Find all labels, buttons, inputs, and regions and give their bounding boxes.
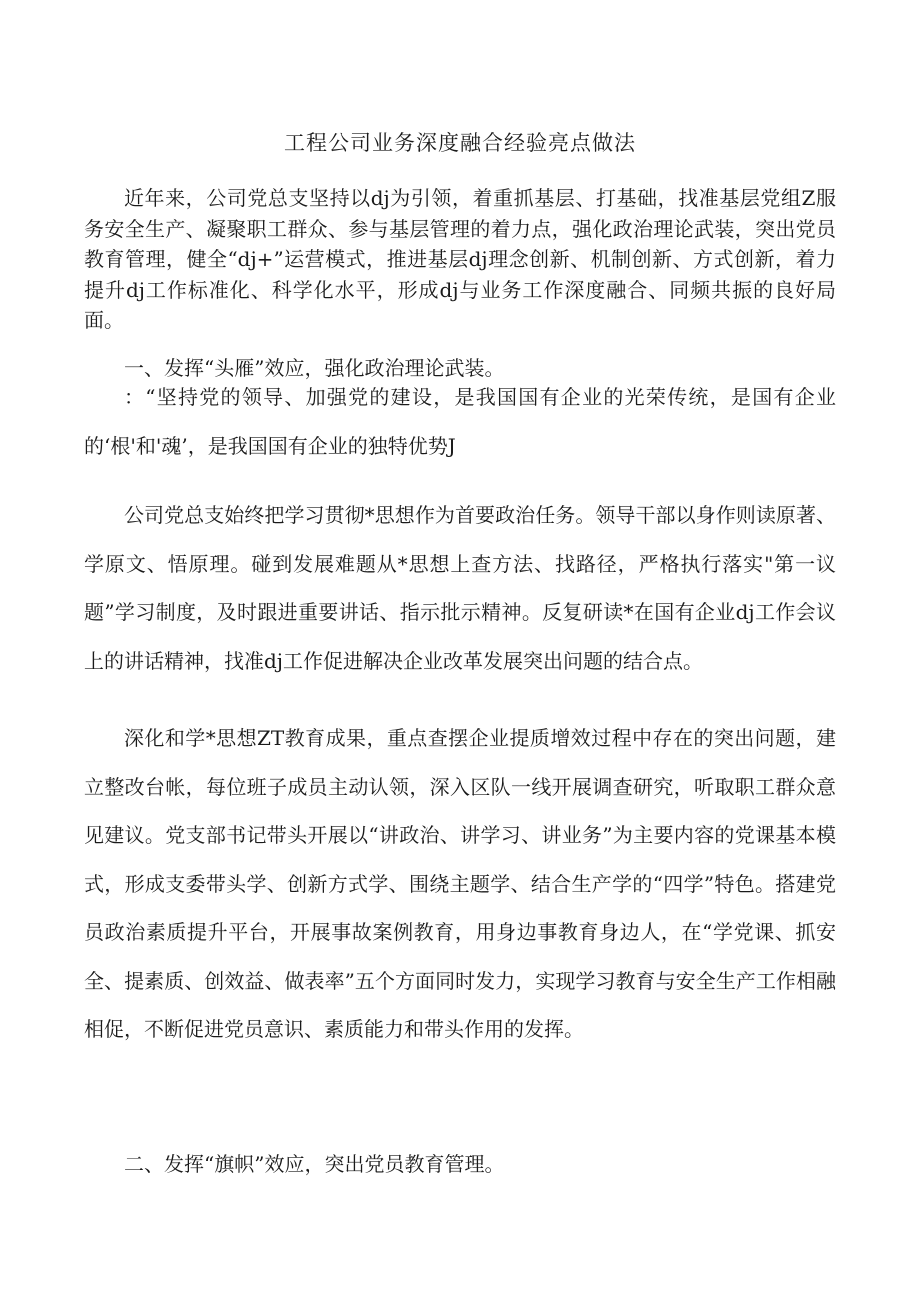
quote-paragraph: ：“坚持党的领导、加强党的建设，是我国国有企业的光荣传统，是国有企业的‘根'和'魂’，是我国国有企业的独特优势J xyxy=(84,385,836,458)
section-heading-2: 二、发挥“旗帜”效应，突出党员教育管理。 xyxy=(124,1152,505,1176)
document-title: 工程公司业务深度融合经验亮点做法 xyxy=(284,131,636,155)
intro-paragraph: 近年来，公司党总支坚持以dj为引领，着重抓基层、打基础，找准基层党组Z服务安全生产、凝聚职工群众、参与基层管理的着力点，强化政治理论武装，突出党员教育管理，健全“dj+”运营模式，推进基层dj理念创新、机制创新、方式创新，着力提升dj工作标准化、科学化水平，形成dj与业务工作深度融合、同频共振的良好局面。 xyxy=(84,186,836,333)
section-heading-1: 一、发挥“头雁”效应，强化政治理论武装。 xyxy=(124,356,505,380)
body-paragraph-1: 公司党总支始终把学习贯彻*思想作为首要政治任务。领导干部以身作则读原著、学原文、悟原理。碰到发展难题从*思想上查方法、找路径，严格执行落实"第一议题”学习制度，及时跟进重要讲话、指示批示精神。反复研读*在国有企业dj工作会议上的讲话精神，找准dj工作促进解决企业改革发展突出问题的结合点。 xyxy=(84,503,836,673)
body-paragraph-2: 深化和学*思想ZT教育成果，重点查摆企业提质增效过程中存在的突出问题，建立整改台帐，每位班子成员主动认领，深入区队一线开展调查研究，听取职工群众意见建议。党支部书记带头开展以“讲政治、讲学习、讲业务”为主要内容的党课基本模式，形成支委带头学、创新方式学、围绕主题学、结合生产学的“四学”特色。搭建党员政治素质提升平台，开展事故案例教育，用身边事教育身边人，在“学党课、抓安全、提素质、创效益、做表率”五个方面同时发力，实现学习教育与安全生产工作相融相促，不断促进党员意识、素质能力和带头作用的发挥。 xyxy=(84,726,836,1041)
